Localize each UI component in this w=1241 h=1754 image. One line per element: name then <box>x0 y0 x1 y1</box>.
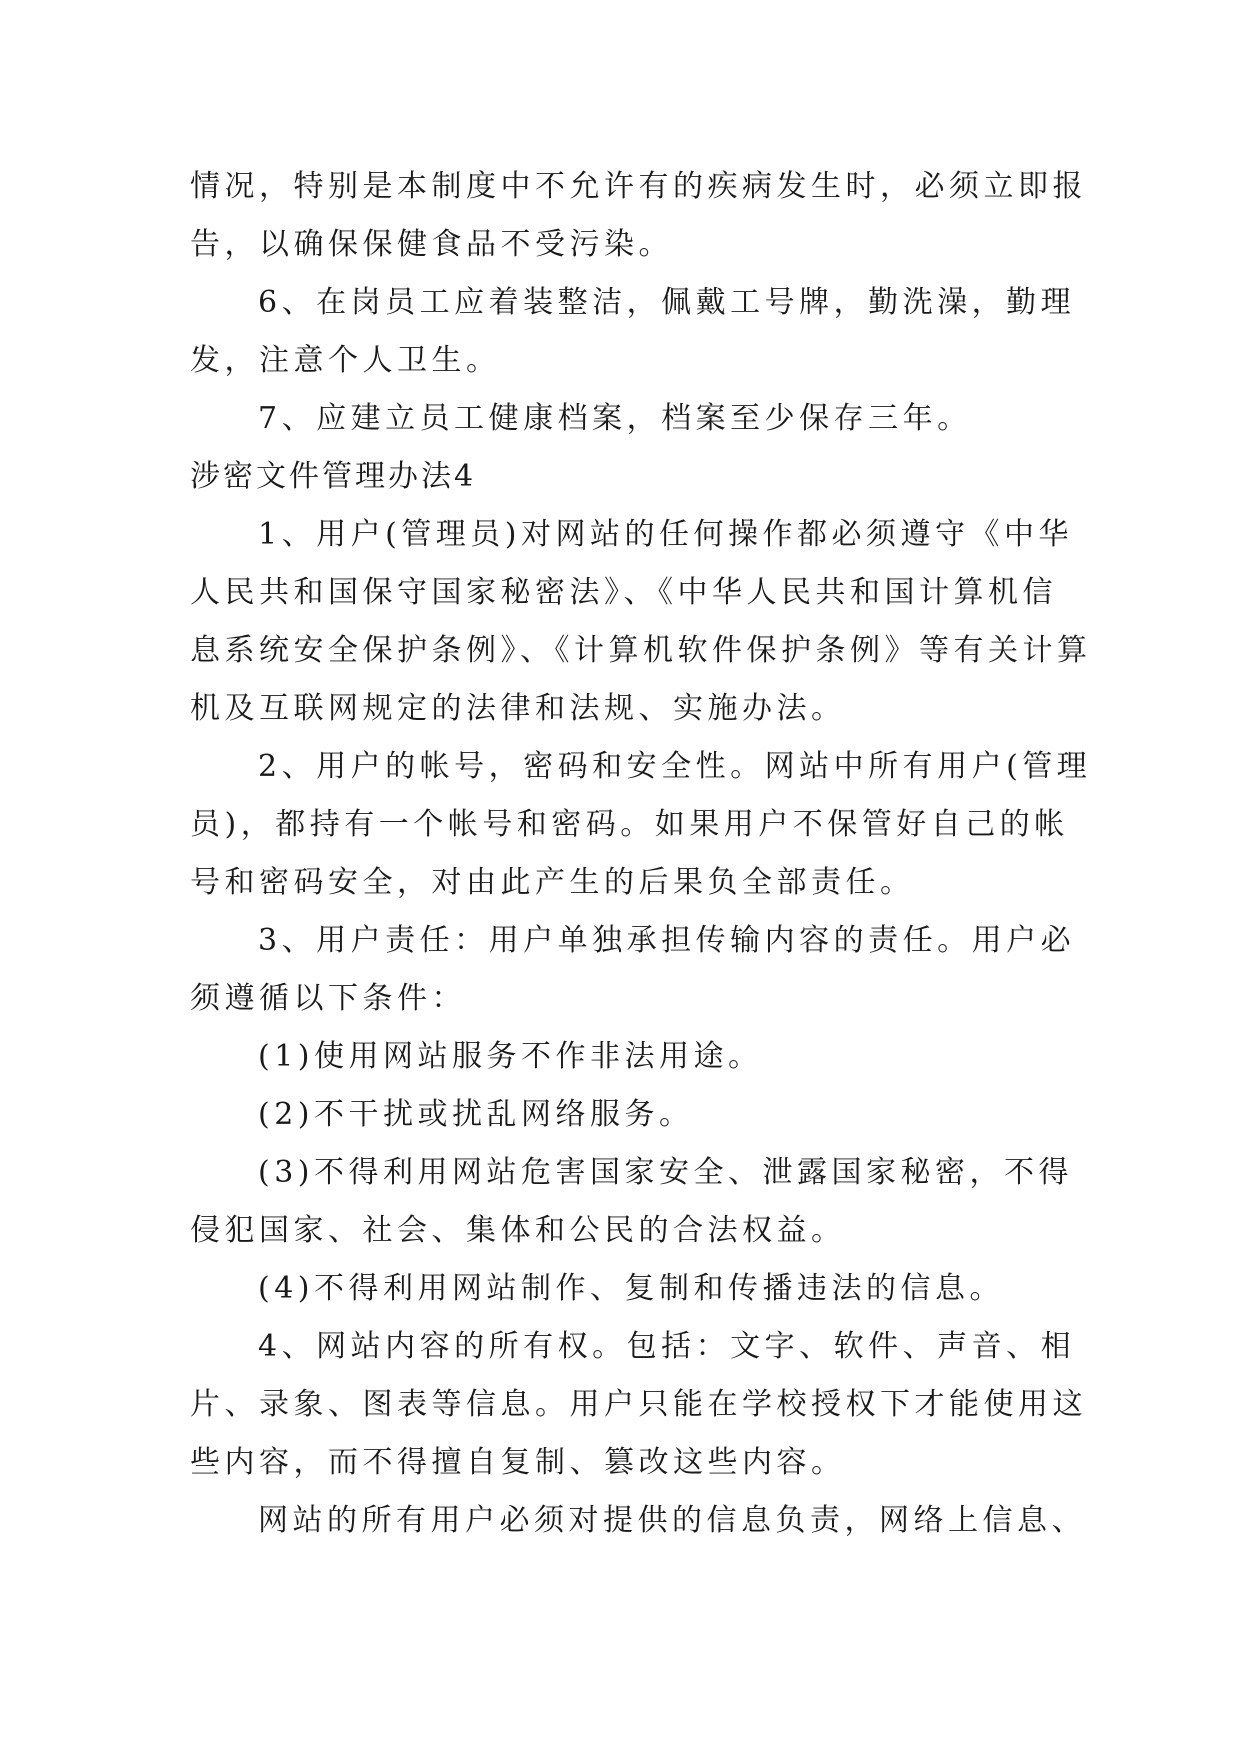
text-line: 发，注意个人卫生。 <box>190 343 501 378</box>
text-line: 员)，都持有一个帐号和密码。如果用户不保管好自己的帐 <box>190 807 1069 842</box>
text-line: 情况，特别是本制度中不允许有的疾病发生时，必须立即报 <box>190 169 1087 204</box>
text-line: 2、用户的帐号，密码和安全性。网站中所有用户(管理 <box>258 749 1092 784</box>
list-item: (4)不得利用网站制作、复制和传播违法的信息。 <box>258 1271 1004 1306</box>
text-line: 片、录象、图表等信息。用户只能在学校授权下才能使用这 <box>190 1387 1087 1422</box>
text-line: 1、用户(管理员)对网站的任何操作都必须遵守《中华 <box>258 517 1073 552</box>
text-line: 7、应建立员工健康档案，档案至少保存三年。 <box>258 401 972 436</box>
section-heading: 涉密文件管理办法4 <box>190 459 477 494</box>
text-line: 告，以确保保健食品不受污染。 <box>190 227 673 262</box>
text-line: 侵犯国家、社会、集体和公民的合法权益。 <box>190 1213 846 1248</box>
text-line: 须遵循以下条件： <box>190 981 466 1016</box>
text-line: 4、网站内容的所有权。包括：文字、软件、声音、相 <box>258 1329 1076 1364</box>
list-item: (1)使用网站服务不作非法用途。 <box>258 1039 763 1074</box>
document-body <box>190 158 1092 1550</box>
list-item: (3)不得利用网站危害国家安全、泄露国家秘密，不得 <box>258 1155 1073 1190</box>
text-line: 6、在岗员工应着装整洁，佩戴工号牌，勤洗澡，勤理 <box>258 285 1076 320</box>
text-line: 号和密码安全，对由此产生的后果负全部责任。 <box>190 865 915 900</box>
text-line: 息系统安全保护条例》、《计算机软件保护条例》等有关计算 <box>190 633 1092 668</box>
text-line: 网站的所有用户必须对提供的信息负责，网络上信息、 <box>258 1503 1086 1538</box>
text-line: 3、用户责任：用户单独承担传输内容的责任。用户必 <box>258 923 1076 958</box>
text-line: 机及互联网规定的法律和法规、实施办法。 <box>190 691 846 726</box>
list-item: (2)不干扰或扰乱网络服务。 <box>258 1097 694 1132</box>
text-line: 些内容，而不得擅自复制、篡改这些内容。 <box>190 1445 846 1480</box>
text-line: 人民共和国保守国家秘密法》、《中华人民共和国计算机信 <box>190 575 1057 610</box>
